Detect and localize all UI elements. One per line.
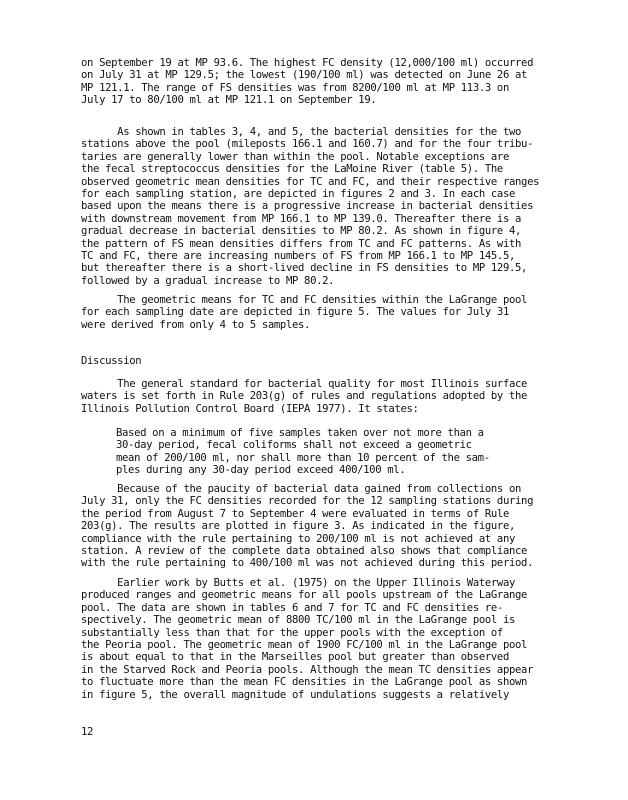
text-line: followed by a gradual increase to MP 80.2. — [81, 274, 335, 287]
text-line: pool. The data are shown in tables 6 and 7 for TC and FC densities re- — [81, 601, 503, 614]
text-line: gradual decrease in bacterial densities to MP 80.2. As shown in figure 4, — [81, 225, 522, 238]
text-line: on July 31 at MP 129.5; the lowest (190/100 ml) was detected on June 26 at — [81, 69, 528, 82]
text-line: in the Starved Rock and Peoria pools. Although the mean TC densities appear — [81, 663, 534, 676]
paragraph-2 — [81, 126, 551, 287]
paragraph-5 — [81, 483, 551, 570]
text-line: is about equal to that in the Marseilles pool but greater than observed — [81, 651, 509, 664]
text-line: based upon the means there is a progressive increase in bacterial densities — [81, 200, 534, 213]
text-line: Illinois Pollution Control Board (IEPA 1977). It states: — [81, 402, 419, 415]
text-line: to fluctuate more than the mean FC densities in the LaGrange pool as shown — [81, 676, 528, 689]
text-line: spectively. The geometric mean of 8800 TC/100 ml in the LaGrange pool is — [81, 614, 516, 627]
text-line: station. A review of the complete data obtained also shows that compliance — [81, 545, 528, 558]
heading-text: Discussion — [81, 355, 142, 367]
text-line: observed geometric mean densities for TC and FC, and their respective ranges — [81, 175, 540, 188]
text-line: compliance with the rule pertaining to 200/100 ml is not achieved at any — [81, 532, 516, 545]
text-line: with downstream movement from MP 166.1 to MP 139.0. Thereafter there is a — [81, 212, 522, 225]
block-quote — [116, 427, 546, 477]
text-line: the period from August 7 to September 4 were evaluated in terms of Rule — [81, 507, 509, 520]
text-line: for each sampling date are depicted in figure 5. The values for July 31 — [81, 306, 509, 319]
quote-line: ples during any 30-day period exceed 400/100 ml. — [116, 464, 406, 477]
paragraph-1 — [81, 57, 551, 107]
text-line: Earlier work by Butts et al. (1975) on the Upper Illinois Waterway — [81, 577, 516, 589]
text-line: the fecal streptococcus densities for the LaMoine River (table 5). The — [81, 163, 503, 176]
paragraph-3 — [81, 294, 551, 331]
text-line: stations above the pool (mileposts 166.1 and 160.7) and for the four tribu- — [81, 138, 534, 151]
text-line: on September 19 at MP 93.6. The highest FC density (12,000/100 ml) occurred — [81, 57, 534, 69]
text-line: As shown in tables 3, 4, and 5, the bacterial densities for the two — [81, 126, 522, 138]
quote-line: 30-day period, fecal coliforms shall not exceed a geometric — [116, 439, 472, 452]
text-line: The geometric means for TC and FC densities within the LaGrange pool — [81, 294, 528, 306]
text-line: the Peoria pool. The geometric mean of 1900 FC/100 ml in the LaGrange pool — [81, 639, 528, 652]
text-line: but thereafter there is a short-lived decline in FS densities to MP 129.5, — [81, 262, 528, 275]
text-line: MP 121.1. The range of FS densities was from 8200/100 ml at MP 113.3 on — [81, 81, 509, 94]
text-line: were derived from only 4 to 5 samples. — [81, 318, 311, 331]
paragraph-6 — [81, 577, 551, 701]
text-line: in figure 5, the overall magnitude of undulations suggests a relatively — [81, 688, 509, 701]
text-line: for each sampling station, are depicted in figures 2 and 3. In each case — [81, 188, 516, 201]
text-line: with the rule pertaining to 400/100 ml was not achieved during this period. — [81, 557, 534, 570]
text-line: waters is set forth in Rule 203(g) of rules and regulations adopted by the — [81, 390, 528, 403]
text-line: July 31, only the FC densities recorded for the 12 sampling stations during — [81, 495, 534, 508]
quote-line: Based on a minimum of five samples taken over not more than a — [116, 427, 484, 439]
paragraph-4 — [81, 378, 551, 415]
text-line: the pattern of FS mean densities differs from TC and FC patterns. As with — [81, 237, 522, 250]
text-line: TC and FC, there are increasing numbers of FS from MP 166.1 to MP 145.5, — [81, 250, 516, 263]
text-line: taries are generally lower than within the pool. Notable exceptions are — [81, 150, 509, 163]
text-line: produced ranges and geometric means for all pools upstream of the LaGrange — [81, 589, 528, 602]
text-line: July 17 to 80/100 ml at MP 121.1 on September 19. — [81, 94, 377, 107]
quote-line: mean of 200/100 ml, nor shall more than 10 percent of the sam- — [116, 451, 490, 464]
text-line: substantially less than that for the upper pools with the exception of — [81, 626, 503, 639]
section-heading — [81, 355, 551, 367]
text-line: 203(g). The results are plotted in figure 3. As indicated in the figure, — [81, 520, 516, 533]
page-number: 12 — [81, 726, 94, 738]
text-line: Because of the paucity of bacterial data gained from collections on — [81, 483, 522, 495]
text-line: The general standard for bacterial quality for most Illinois surface — [81, 378, 528, 390]
